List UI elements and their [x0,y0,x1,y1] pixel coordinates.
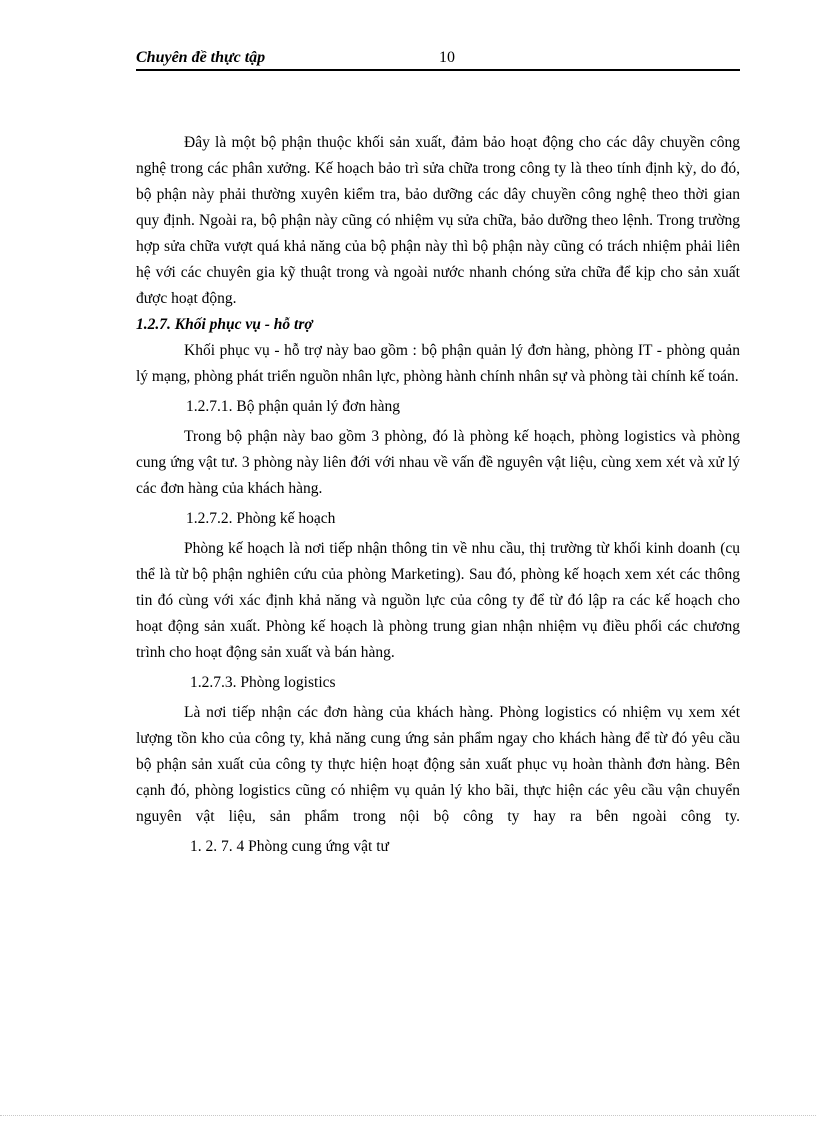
header-title: Chuyên đề thực tập [136,49,266,66]
subsection-heading-procurement: 1. 2. 7. 4 Phòng cung ứng vật tư [190,838,389,855]
section-heading-support-block: 1.2.7. Khối phục vụ - hỗ trợ [136,316,313,333]
page-number: 10 [439,49,455,66]
subsection-heading-order-management: 1.2.7.1. Bộ phận quản lý đơn hàng [186,398,400,415]
paragraph-maintenance: Đây là một bộ phận thuộc khối sản xuất, đảm bảo hoạt động cho các dây chuyền công nghệ trong các phân xưởng. Kế hoạch bảo trì sửa chữa trong công ty là theo tính định kỳ, do đó, bộ phận này phải thường xuyên kiểm tra, bảo dưỡng các dây chuyền công nghệ theo thời gian quy định. Ngoài ra, bộ phận này cũng có nhiệm vụ sửa chữa, bảo dưỡng theo lệnh. Trong trường hợp sửa chữa vượt quá khả năng của bộ phận này thì bộ phận này cũng có trách nhiệm phải liên hệ với các chuyên gia kỹ thuật trong và ngoài nước nhanh chóng sửa chữa để kịp cho sản xuất được hoạt động. [136,134,740,307]
subsection-heading-logistics: 1.2.7.3. Phòng logistics [190,674,336,691]
subsection-heading-planning: 1.2.7.2. Phòng kế hoạch [186,510,336,527]
document-body [136,130,740,864]
page-header [136,46,740,70]
paragraph-order-management: Trong bộ phận này bao gồm 3 phòng, đó là phòng kế hoạch, phòng logistics và phòng cung ứng vật tư. 3 phòng này liên đới với nhau về vấn đề nguyên vật liệu, cùng xem xét và xử lý các đơn hàng của khách hàng. [136,428,740,497]
paragraph-logistics: Là nơi tiếp nhận các đơn hàng của khách hàng. Phòng logistics có nhiệm vụ xem xét lượng tồn kho của công ty, khả năng cung ứng sản phẩm ngay cho khách hàng để từ đó yêu cầu bộ phận sản xuất của công ty thực hiện hoạt động sản xuất phục vụ hoàn thành đơn hàng. Bên cạnh đó, phòng logistics cũng có nhiệm vụ quản lý kho bãi, thực hiện các yêu cầu vận chuyển nguyên vật liệu, sản phẩm trong nội bộ công ty hay ra bên ngoài công ty. [136,704,740,825]
paragraph-planning: Phòng kế hoạch là nơi tiếp nhận thông tin về nhu cầu, thị trường từ khối kinh doanh (cụ thể là từ bộ phận nghiên cứu của phòng Marketing). Sau đó, phòng kế hoạch xem xét các thông tin đó cùng với xác định khả năng và nguồn lực của công ty để từ đó lập ra các kế hoạch cho hoạt động sản xuất. Phòng kế hoạch là phòng trung gian nhận nhiệm vụ điều phối các chương trình cho hoạt động sản xuất và bán hàng. [136,540,740,661]
header-divider [136,69,740,71]
page-bottom-edge [0,1115,816,1116]
paragraph-support-block: Khối phục vụ - hỗ trợ này bao gồm : bộ phận quản lý đơn hàng, phòng IT - phòng quản lý mạng, phòng phát triển nguồn nhân lực, phòng hành chính nhân sự và phòng tài chính kế toán. [136,342,740,385]
